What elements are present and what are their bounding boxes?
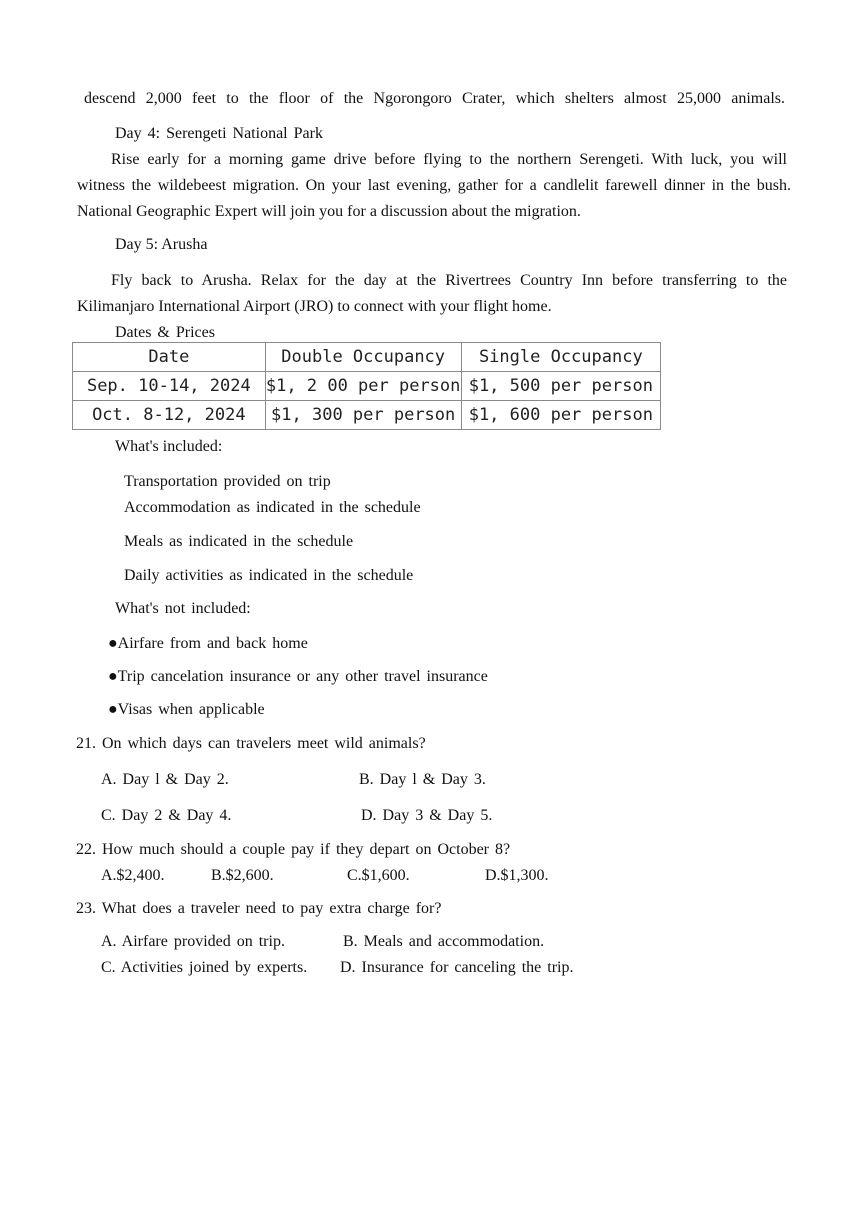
day5-line-2: Kilimanjaro International Airport (JRO) to connect with your flight home.	[77, 298, 552, 315]
day5-line-1: Fly back to Arusha. Relax for the day at the Rivertrees Country Inn before transferring to the	[111, 272, 787, 289]
q23-option-d: D. Insurance for canceling the trip.	[340, 959, 574, 976]
day4-line-2: witness the wildebeest migration. On your last evening, gather for a candlelit farewell dinner in the bush.	[77, 177, 791, 194]
q22-option-b: B.$2,600.	[211, 867, 274, 884]
day4-line-3: National Geographic Expert will join you for a discussion about the migration.	[77, 203, 581, 220]
day3-tail-line: descend 2,000 feet to the floor of the Ngorongoro Crater, which shelters almost 25,000 animals.	[84, 90, 785, 107]
q22-option-d: D.$1,300.	[485, 867, 549, 884]
q21-option-d: D. Day 3 & Day 5.	[361, 807, 493, 824]
q23-option-b: B. Meals and accommodation.	[343, 933, 545, 950]
cell-double: $1, 2 00 per person	[265, 372, 461, 401]
table-row	[73, 372, 661, 401]
q21-option-a: A. Day l & Day 2.	[101, 771, 229, 788]
cell-single: $1, 600 per person	[461, 401, 660, 430]
not-included-item: ●Trip cancelation insurance or any other travel insurance	[108, 668, 488, 685]
q21-option-b: B. Day l & Day 3.	[359, 771, 486, 788]
cell-single: $1, 500 per person	[461, 372, 660, 401]
included-item: Daily activities as indicated in the schedule	[124, 567, 414, 584]
q23-option-c: C. Activities joined by experts.	[101, 959, 308, 976]
cell-double: $1, 300 per person	[265, 401, 461, 430]
question-21-stem: 21. On which days can travelers meet wild animals?	[76, 735, 426, 752]
header-double-occupancy: Double Occupancy	[265, 343, 461, 372]
q22-option-c: C.$1,600.	[347, 867, 410, 884]
table-header-row	[73, 343, 661, 372]
day4-heading: Day 4: Serengeti National Park	[115, 125, 323, 142]
included-item: Transportation provided on trip	[124, 473, 331, 490]
question-23-stem: 23. What does a traveler need to pay extra charge for?	[76, 900, 442, 917]
included-heading: What's included:	[115, 438, 223, 455]
not-included-item: ●Visas when applicable	[108, 701, 265, 718]
prices-heading: Dates & Prices	[115, 324, 215, 341]
header-single-occupancy: Single Occupancy	[461, 343, 660, 372]
table-row	[73, 401, 661, 430]
question-22-stem: 22. How much should a couple pay if they depart on October 8?	[76, 841, 511, 858]
q21-option-c: C. Day 2 & Day 4.	[101, 807, 232, 824]
not-included-heading: What's not included:	[115, 600, 251, 617]
day4-line-1: Rise early for a morning game drive before flying to the northern Serengeti. With luck, you will	[111, 151, 787, 168]
prices-table	[72, 342, 661, 430]
q23-option-a: A. Airfare provided on trip.	[101, 933, 285, 950]
q22-option-a: A.$2,400.	[101, 867, 165, 884]
cell-date: Oct. 8-12, 2024	[73, 401, 266, 430]
header-date: Date	[73, 343, 266, 372]
not-included-item: ●Airfare from and back home	[108, 635, 308, 652]
included-item: Accommodation as indicated in the schedule	[124, 499, 421, 516]
included-item: Meals as indicated in the schedule	[124, 533, 354, 550]
day5-heading: Day 5: Arusha	[115, 236, 208, 253]
cell-date: Sep. 10-14, 2024	[73, 372, 266, 401]
